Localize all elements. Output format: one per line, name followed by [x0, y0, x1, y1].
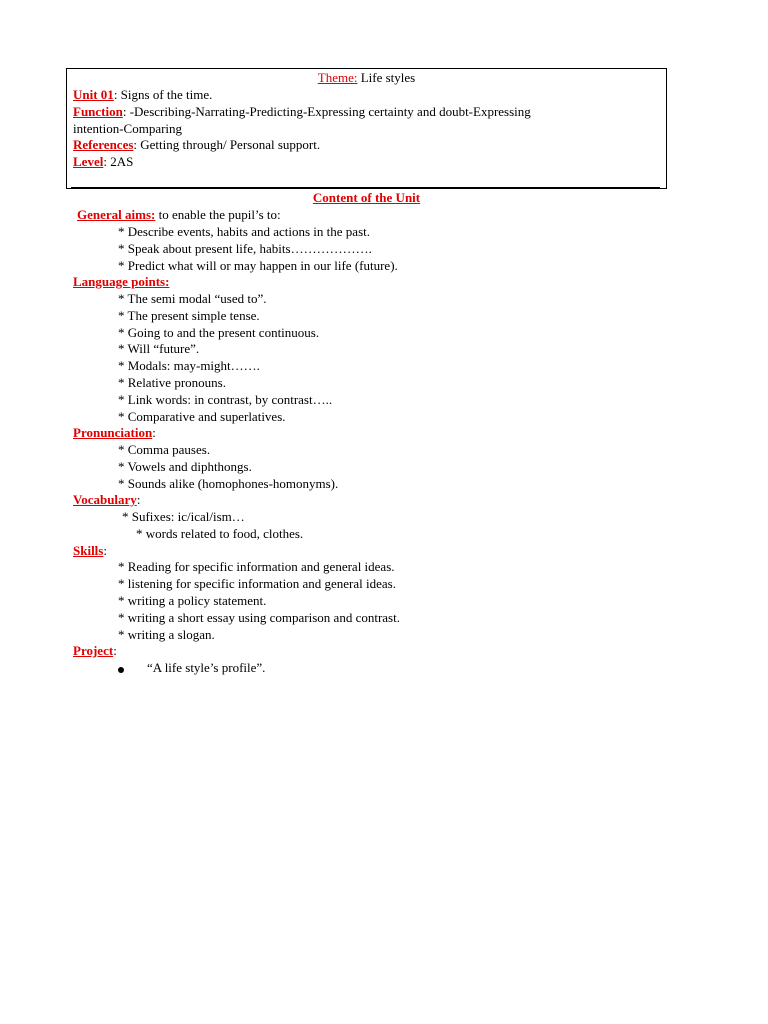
references-line [73, 137, 320, 153]
content-title [66, 190, 667, 206]
list-item: * Reading for specific information and general ideas. [118, 559, 395, 574]
references-label: References [73, 137, 134, 152]
list-item: * Comma pauses. [118, 442, 211, 457]
level-label: Level [73, 154, 104, 169]
list-item: * Sounds alike (homophones-homonyms). [118, 476, 339, 491]
level-line [73, 154, 133, 170]
list-item: * The present simple tense. [118, 308, 260, 323]
skills-heading [73, 543, 107, 559]
bullet-icon [118, 667, 124, 673]
list-item: * Sufixes: ic/ical/ism… [122, 509, 245, 524]
skills-colon: : [103, 543, 107, 558]
list-item: * writing a policy statement. [118, 593, 267, 608]
theme-value: Life styles [357, 70, 416, 85]
unit-value: : Signs of the time. [113, 87, 213, 102]
list-item: * Modals: may-might……. [118, 358, 260, 373]
list-item: * Relative pronouns. [118, 375, 226, 390]
function-label: Function [73, 104, 123, 119]
project-heading [73, 643, 117, 659]
list-item: * writing a slogan. [118, 627, 215, 642]
project-colon: : [113, 643, 117, 658]
theme-label: Theme: [317, 70, 358, 85]
list-item: * Vowels and diphthongs. [118, 459, 252, 474]
vocabulary-label: Vocabulary [73, 492, 137, 507]
skills-label: Skills [73, 543, 104, 558]
unit-line [73, 87, 212, 103]
list-item: * Predict what will or may happen in our life (future). [118, 258, 398, 273]
function-line-2 [73, 121, 182, 137]
references-value: : Getting through/ Personal support. [133, 137, 321, 152]
list-item: * words related to food, clothes. [136, 526, 304, 541]
pronunciation-label: Pronunciation [73, 425, 153, 440]
list-item: * Speak about present life, habits………………. [118, 241, 372, 256]
list-item: * Will “future”. [118, 341, 200, 356]
pronunciation-heading [73, 425, 156, 441]
function-value-continued: intention-Comparing [73, 121, 183, 136]
project-label: Project [73, 643, 114, 658]
vocabulary-heading [73, 492, 140, 508]
list-item: * listening for specific information and general ideas. [118, 576, 396, 591]
language-points-label: Language points: [73, 274, 170, 289]
theme-line [66, 70, 667, 86]
list-item: * Comparative and superlatives. [118, 409, 286, 424]
list-item: * writing a short essay using comparison and contrast. [118, 610, 400, 625]
pronunciation-colon: : [152, 425, 156, 440]
list-item: * Link words: in contrast, by contrast….. [118, 392, 333, 407]
list-item: * Going to and the present continuous. [118, 325, 320, 340]
general-aims-line [77, 207, 281, 223]
unit-label: Unit 01 [73, 87, 114, 102]
list-item: * The semi modal “used to”. [118, 291, 267, 306]
function-value: : -Describing-Narrating-Predicting-Expressing certainty and doubt-Expressing [122, 104, 531, 119]
language-points-heading [73, 274, 169, 290]
content-title-text: Content of the Unit [312, 190, 421, 205]
function-line [73, 104, 531, 120]
general-aims-label: General aims: [77, 207, 156, 222]
vocabulary-colon: : [136, 492, 141, 507]
general-aims-text: to enable the pupil’s to: [155, 207, 281, 222]
list-item: * Describe events, habits and actions in the past. [118, 224, 370, 239]
list-item: “A life style’s profile”. [147, 660, 266, 675]
level-value: : 2AS [103, 154, 134, 169]
header-bottom-rule [71, 187, 660, 188]
